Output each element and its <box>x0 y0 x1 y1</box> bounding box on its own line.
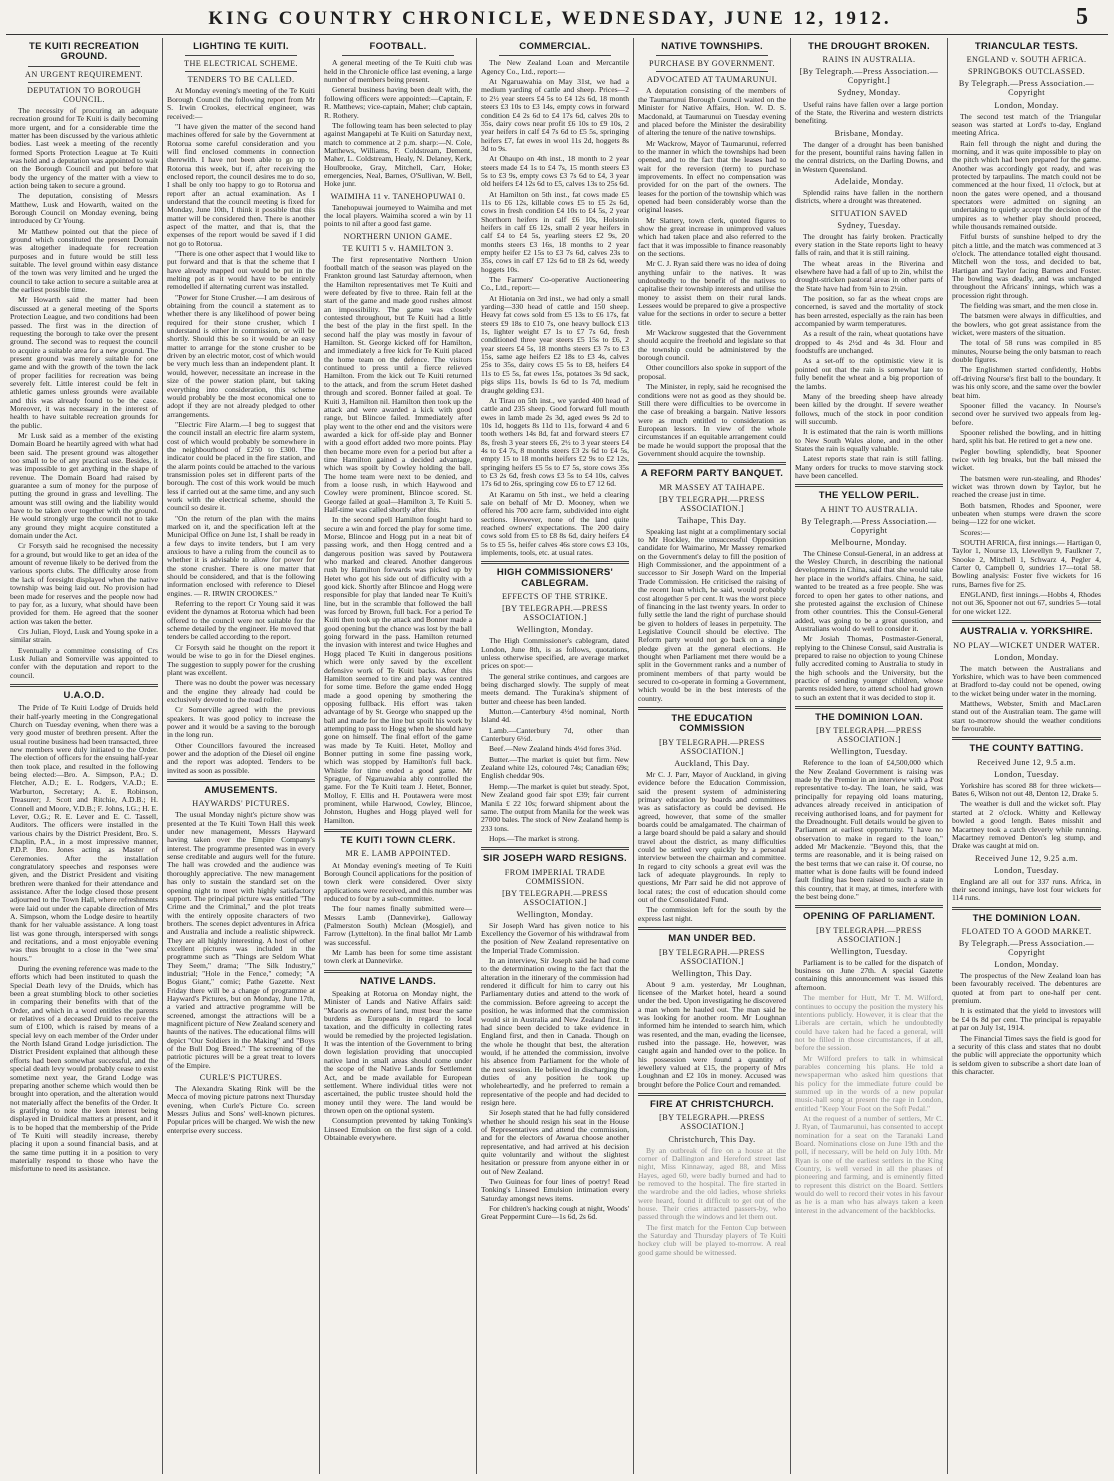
paragraph: Fitful bursts of sunshine helped to dry the pitch a little, and the match was commenced at 3 o'clock. The attendance totalled eight thousand. Mitchell won the toss, and decided to bat, Hartigan and Taylor facing Barnes and Foster. The bowling was deadly, and was unchanged throughout the Africans' innings, which was a procession right through. <box>952 232 1101 300</box>
paragraph: The Pride of Te Kuiti Lodge of Druids held their half-yearly meeting in the Congregational Church on Tuesday evening, when there was a very good muster of brethren present. After the usual routine business had been transacted, three new members were duly initiated to the Order. The election of officers for the ensuing half-year then took place, and resulted in the following being elected:—Bro. A. Simpson, P.A.; D. Fletcher, A.D.; E. L. Rodgers, V.A.D.; E. Warburton, Secretary; A. E. Robinson, Treasurer; J. Scott and Ritchie, A.D.B.; H. Connell and Moore, V.D.B.; F. Johns, I.G.; H. E. Lever, O.G.; R. E. Lever and E. C. Tassell, Auditors. The officers were installed in the various chairs by the District President, Bro. S. Chaplin, P.A., in a most impressive manner, P.D.P. Bro. Jones acting as Master of Ceremonies. After the installation congratulatory speeches and responses were given, and the District President and visiting brethren were thanked for their attendance and assistance. After the lodge closed those present adjourned to the Town Hall, where refreshments were laid out under the capable direction of Mrs A. Simpson, whom the Lodge desire to heartily thank for her valuable assistance. A long toast list was gone through, interspersed with songs and recitations, and a most enjoyable evening was thus brought to a close in the "wee sma' hours." <box>10 703 158 963</box>
headline: THE EDUCATION COMMISSION <box>671 712 753 735</box>
headline: THE DOMINION LOAN. <box>972 912 1081 924</box>
paragraph: The usual Monday night's picture show was presented at the Te Kuiti Town Hall this week under new management, Messrs Hayward having taken over the Empire Company's interest. The programme presented was in every sense creditable and augurs well for the future. The hall was crowded and the audience was thoroughly appreciative. The new management has only to sustain the standard set on the opening night to meet with highly satisfactory support. The principal picture was entitled "The Crime and the Criminal," and the plot treats with the entirely opposite characters of two brothers. The scenes depict adventures in Africa and Australia and include a realistic shipwreck. They are all highly interesting. A host of other excellent pictures was included in the programme such as "Things are Seldom What They Seem," drama; "The Silk Industry," industrial; "Hole in the Fence," comedy; "A Bogus Giant," comic; Pathe Gazette. Next Friday there will be a change of programme at Hayward's Pictures, but on Monday, June 17th, a varied and attractive programme will be screened, amongst the attractions will be a magnificent picture of New Zealand scenery and haunts of the natives. The educational films will depict "Our Soldiers in the Making" and "Boys of the Bull Dog Breed." The screening of the patriotic pictures will be a great treat to lovers of the Empire. <box>167 810 316 1070</box>
subheading: PURCHASE BY GOVERNMENT. <box>649 59 775 69</box>
paragraph: Useful rains have fallen over a large portion of the State, the Riverina and western districts benefiting. <box>795 99 943 126</box>
paragraph: The batsmen were always in difficulties, and the bowlers, who got great assistance from the wicket, were masters of the situation. <box>952 311 1101 338</box>
dateline: Christchurch, This Day. <box>668 1134 756 1144</box>
column-4 <box>477 38 634 1474</box>
dateline: [By Telegraph.—Press Association.—Copyright.] <box>799 67 939 86</box>
newspaper-title: KING COUNTRY CHRONICLE, WEDNESDAY, JUNE 12, 1912. <box>208 8 892 29</box>
paragraph: Mutton.—Canterbury 4½d nominal, North Island 4d. <box>481 707 629 725</box>
dateline: By Telegraph.—Press Association.—Copyright <box>958 939 1095 958</box>
paragraph: There was no doubt the power was necessary and the engine they already had could be exclusively devoted to the road roller. <box>167 678 315 704</box>
headline: THE DROUGHT BROKEN. <box>808 41 930 52</box>
paragraph: "I have given the matter of the second hand machines offered for sale by the Government at Rotorua some careful consideration and you will find enclosed comments in connection therewith. I have not been able to go up to Rotorua this week, but if, after receiving the enclosed report, the council desires me to do so, I shall be only too happy to go to Rotorua and report after an actual examination. As I understand that the council meeting is fixed for Monday, June 10th, I think it possible that this matter will be considered then. There is another aspect of the matter, and that is, that the expenses of the report would be saved if I did not go to Rotorua. <box>167 121 315 248</box>
dateline: [BY TELEGRAPH.—PRESS ASSOCIATION.] <box>502 604 608 623</box>
subheading: TE KUITI 5 v. HAMILTON 3. <box>342 243 454 253</box>
divider <box>28 66 140 67</box>
divider <box>638 1093 786 1096</box>
paragraph: Spooner relished the bowling, and in hitting hard, split his bat. He retired to get a new one. <box>952 427 1101 446</box>
subheading: FLOATED TO A GOOD MARKET. <box>961 927 1092 937</box>
dateline: [BY TELEGRAPH.—PRESS ASSOCIATION.] <box>816 925 922 944</box>
headline: SIR JOSEPH WARD RESIGNS. <box>483 853 627 865</box>
paragraph: The Financial Times says the field is good for a security of this class and states that no doubt the public will appreciate the opportunity which is seldom given to subscribe a short date loan of this character. <box>952 1033 1101 1076</box>
dateline: Wellington, Tuesday. <box>830 747 908 757</box>
paragraph: Sir Joseph stated that he had fully considered whether he should resign his seat in the House of Representatives and attend the commission, and for the electors of Awarua choose another representative, and had arrived at his decision quite voluntarily and without the slightest hesitation or pressure from anyone either in or out of New Zealand. <box>481 1108 629 1176</box>
headline: OPENING OF PARLIAMENT. <box>802 911 936 923</box>
subheading: CURLE'S PICTURES. <box>199 1073 283 1083</box>
subheading: AN URGENT REQUIREMENT. <box>25 69 143 79</box>
paragraph: At Monday evening's meeting of Te Kuiti Borough Council applications for the position of town clerk were considered. Over sixty applications were received, and this number was reduced to four by a sub-committee. <box>324 860 472 903</box>
paragraph: The first match for the Fenton Cup between the Saturday and Thursday players of Te Kuiti hockey club will be played to-morrow. A real good game should be witnessed. <box>638 1222 786 1257</box>
headline: TRIANCULAR TESTS. <box>974 41 1079 52</box>
paragraph: As a result of the rain, wheat quotations have dropped to 4s 2½d and 4s 3d. Flour and foodstuffs are unchanged. <box>795 329 943 356</box>
paragraph: The batsmen were run-stealing, and Rhodes' wicket was thrown down by Taylor, but he reached the crease just in time. <box>952 473 1101 500</box>
headline: FIRE AT CHRISTCHURCH. <box>650 1099 774 1111</box>
paragraph: Scores:— <box>960 527 990 537</box>
dateline: Sydney, Tuesday. <box>837 220 901 230</box>
paragraph: It is estimated that the rain is worth millions to New South Wales alone, and in the other States the rain is equally valuable. <box>795 427 943 453</box>
subheading: A HINT TO AUSTRALIA. <box>820 504 918 514</box>
dateline: [BY TELEGRAPH.—PRESS ASSOCIATION.] <box>659 1113 765 1132</box>
divider <box>656 55 768 56</box>
paragraph: At Hiotania on 3rd inst., we had only a small yarding—330 head of cattle and 150 sheep. Heavy fat cows sold from £5 13s to £6 17s, fat steers £9 18s to £10 7s, one heavy bullock £13 1s, lighter weight £7 1s to £7 7s 6d, fresh conditioned three year steers £5 15s to £6, 2 year steers £4 5s, 18 months steers £3 7s to £3 15s, same age heifers £2 18s to £3 4s, calves 25s to 35s, dairy cows £5 5s to £8, heifers £4 11s to £5 5s, fat ewes 15s, potatoes 3s 9d sack, pigs slips 11s, bowls 1s 6d to 1s 7d, medium draught gelding £31. <box>481 293 629 395</box>
paragraph: Mr Wilford prefers to talk in whimsical parables concerning his plans. He told a newspaperman who asked him questions that his policy for the immediate future could be summed up in the words of a new popular music-hall song at present the rage in London, entitled "Keep Your Foot on the Soft Pedal." <box>795 1053 943 1113</box>
divider <box>638 707 786 710</box>
divider <box>28 82 140 83</box>
divider <box>795 484 943 487</box>
paragraph: Splendid rains have fallen in the northern districts, where a drought was threatened. <box>795 187 943 206</box>
headline: AUSTRALIA v. YORKSHIRE. <box>960 626 1093 638</box>
divider <box>638 927 786 930</box>
paragraph: The Farmers' Co-operative Auctioneering Co., Ltd., report:— <box>481 275 629 293</box>
headline: THE COUNTY BATTING. <box>969 743 1084 755</box>
paragraph: The four names finally submitted were— Messrs Lamb (Dannevirke), Galloway (Palmerston South) Mclean (Mosgiel), and Farrow (Lyttelton). In the final ballot Mr Lamb was successful. <box>324 904 472 947</box>
divider <box>795 706 943 709</box>
dateline: Sydney, Monday. <box>837 88 901 98</box>
paragraph: A general meeting of the Te Kuiti club was held in the Chronicle office last evening, a large number of members being present. <box>324 58 472 85</box>
paragraph: Pegler bowling splendidly, beat Spooner twice with leg breaks, but the ball missed the wicket. <box>952 446 1101 473</box>
divider <box>185 55 297 56</box>
dateline: [BY TELEGRAPH.—PRESS ASSOCIATION.] <box>816 726 922 745</box>
subheading: ADVOCATED AT TAUMARUNUI. <box>646 75 778 85</box>
paragraph: Many of the breeding sheep have already been killed by the drought. If severe weather follows, much of the stock in poor condition will succumb. <box>795 391 943 426</box>
subheading: HAYWARDS' PICTURES. <box>192 799 290 809</box>
paragraph: The Alexandra Skating Rink will be the Mecca of moving picture patrons next Thursday evening, when Curle's Picture Co. screen Messrs Julius and Sons' well-known pictures. Popular prices will be charged. We wish the new enterprise every success. <box>167 1084 315 1135</box>
dateline: Wellington, Tuesday. <box>830 946 908 956</box>
dateline: [BY TELEGRAPH.—PRESS ASSOCIATION.] <box>659 947 765 966</box>
headline: U.A.O.D. <box>63 689 105 701</box>
paragraph: "Electric Fire Alarm.—I beg to suggest that the council install an electric fire alarm system, cost of which would probably be somewhere in the neighbourhood of £250 to £300. The indicator could be placed in the fire station, and the alarm points could be attached to the various transmission poles set in different parts of the borough. The cost of this work would be much less if carried out at the same time, and any such work with the electrical scheme, should the council so desire it. <box>167 419 315 513</box>
paragraph: The position, so far as the wheat crops are concerned, is saved and the mortality of stock has been arrested, especially as the rain has been accompanied by warm temperatures. <box>795 294 943 329</box>
column-2 <box>163 38 320 1474</box>
paragraph: The New Zealand Loan and Mercantile Agency Co., Ltd., report:— <box>481 58 629 76</box>
paragraph: The Englishmen started confidently, Hobbs off-driving Nourse's first ball to the boundary. It was his only score, and the same over the bowler beat him. <box>952 365 1101 400</box>
dateline: [BY TELEGRAPH.—PRESS ASSOCIATION.] <box>659 737 765 756</box>
divider <box>167 779 315 782</box>
headline: A REFORM PARTY BANQUET. <box>640 468 784 480</box>
paragraph: The following team has been selected to play against Mangapehi at Te Kuiti on Saturday next, match to commence at 2 p.m. sharp:—N. Cole, Matthews, Williams, F. Coldstream, Dement, Maher, L. Coldstream, Healy, N. Delaney, Kerk, Houlbrooke, Gray, Mitchell, Carr, Hoke; emergencies, Neal, Barnes, O'Sullivan, W. Bell, Hoke junr. <box>324 120 472 189</box>
dateline: London, Monday. <box>994 100 1059 110</box>
paragraph: The general strike continues, and cargoes are being discharged slowly. The supply of meat meets demand. The Turakina's shipment of butter and cheese has been landed. <box>481 671 629 706</box>
paragraph: Referring to the report Cr Young said it was evident the dynamos at Rotorua which had been offered to the council were not suitable for the scheme detailed by the engineer. He moved that tenders be called according to the report. <box>167 599 315 642</box>
paragraph: Spooner filled the vacancy. In Nourse's second over he survived two appeals from leg-before. <box>952 400 1101 427</box>
headline: AMUSEMENTS. <box>204 784 278 796</box>
subheading: DEPUTATION TO BOROUGH COUNCIL. <box>27 85 141 104</box>
dateline: Adelaide, Monday. <box>834 176 904 186</box>
paragraph: The deputation, consisting of Messrs Matthew, Lusk and Howarth, waited on the Borough Council on Monday evening, being introduced by Cr Young. <box>10 191 158 226</box>
paragraph: England are all out for 337 runs. Africa, in their second innings, have lost four wickets for 114 runs. <box>952 876 1101 903</box>
headline: TE KUITI RECREATION GROUND. <box>28 41 140 63</box>
headline: LIGHTING TE KUITI. <box>193 41 289 52</box>
dateline: London, Monday. <box>994 652 1059 662</box>
paragraph: The necessity of procuring an adequate recreation ground for Te Kuiti is daily becoming more urgent, and for a considerable time the matter has been discussed by the various athletic bodies. Last week a meeting of the recently formed Sports Protection League at Te Kuiti was held and a deputation was appointed to wait on the Borough Council and put before that body the urgency of the matter with a view to action being taken to secure a ground. <box>10 105 158 191</box>
paragraph: Lamb.—Canterbury 7d, other than Canterbury 6½d. <box>481 725 629 744</box>
subheading: MR MASSEY AT TAIHAPE. <box>659 482 765 492</box>
headline: NATIVE TOWNSHIPS. <box>661 41 763 52</box>
paragraph: Mr Josiah Thomas, Postmaster-General, replying to the Chinese Consul, said Australia is prepared to raise no objection to young Chinese fully accredited coming to Australia to study in the high schools and the University, but the practice of sending younger children, whose parents resided here, to attend school had grown to such an extent that it was decided to stop it. <box>795 634 943 702</box>
paragraph: Speaking at Rotorua on Monday night, the Minister of Lands and Native Affairs said: "Maoris as owners of land, must bear the same burdens as Europeans in regard to local taxation, and the difficulty in collecting rates would be remedied by the projected legislation. It was the intention of the Government to bring down legislation providing that unoccupied native land in small areas should come under the scope of the Native Lands for Settlement Act, and be made available for European settlement. Where individual titles were not ascertained, the public trustee should hold the money until they were. The land would be thrown open on the optional system. <box>324 989 472 1115</box>
paragraph: "There is one other aspect that I would like to put forward and that is that the scheme that I have already mapped out would be put in the melting pot as it would have to be entirely remodelled if alternating current was installed. <box>167 249 315 292</box>
headline: MAN UNDER BED. <box>668 933 756 945</box>
paragraph: For children's hacking cough at night, Woods' Great Peppermint Cure—1s 6d, 2s 6d. <box>481 1204 629 1222</box>
paragraph: Mr Matthew pointed out that the piece of ground which constituted the present Domain was altogether inadequate for recreation purposes and in future would be still less suitable. The level ground within easy distance of the town was very limited and he urged the council to take action to secure a suitable area at the earliest possible time. <box>10 226 158 295</box>
subheading: TENDERS TO BE CALLED. <box>187 75 295 85</box>
paragraph: The total of 58 runs was compiled in 85 minutes, Nourse being the only batsman to reach double figures. <box>952 338 1101 365</box>
paragraph: Consumption prevented by taking Tonking's Linseed Emulsion on the first sign of a cold. Obtainable everywhere. <box>324 1116 472 1142</box>
column-5 <box>634 38 791 1474</box>
subheading: EFFECTS OF THE STRIKE. <box>501 592 608 602</box>
paragraph: Speaking last night at a complimentary social to Mr Hockley, the unsuccessful Opposition candidate for Waimarino, Mr Massey remarked on the Government's delay to fill the position of High Commissioner, and the appointment of a successor to Sir Joseph Ward on the Imperial Trade Commission. He criticised the raising of the recent loan which, he said, would probably cost altogether 5 per cent. It was the worst piece of financing in the last twenty years. In order to fully settle the land the right of purchase should be given to holders of leases in perpetuity. The Legislative Council should be elective. The Reform party would not go back on a single pledge given at the general elections. He thought when Parliament met there would be a split in the Government ranks and a number of prominent members of that party would be secured to co-operate in forming a Government, which would be in the best interests of the country. <box>638 526 786 703</box>
paragraph: Mr Lusk said as a member of the existing Domain Board he heartily agreed with what had been said. The present ground was altogether too small to be of any practical use. Besides, it was impossible to get anything in the shape of revenue. The Domain Board had raised by guarantee a sum of money for the purpose of putting the ground in grass and levelling. The amount was still owing and the liability would have to be taken over together with the ground. He would strongly urge the council not to take any ground they might acquire constituted a domain under the Act. <box>10 430 158 541</box>
dateline: Wellington, This Day. <box>671 968 753 978</box>
page-number: 5 <box>1076 4 1088 30</box>
subheading: MR E. LAMB APPOINTED. <box>345 849 451 859</box>
dateline: Taihape, This Day. <box>677 515 747 525</box>
paragraph: The fielding was smart, and the men close in. <box>960 301 1098 311</box>
paragraph: The match between the Australians and Yorkshire, which was to have been commenced at Bradford to-day could not be opened, owing to the wicket being under water in the morning. <box>952 663 1101 698</box>
dateline: [BY TELEGRAPH.—PRESS ASSOCIATION.] <box>659 494 765 513</box>
dateline: London, Tuesday. <box>994 769 1059 779</box>
headline: TE KUITI TOWN CLERK. <box>340 835 456 847</box>
dateline: Auckland, This Day. <box>674 758 750 768</box>
paragraph: A deputation consisting of the members of the Taumarunui Borough Council waited on the Minister for Native Affairs, Hon. W. D. S. Macdonald, at Taumarunui on Tuesday evening and placed before the Minister the desirability of altering the tenure of the native townships. <box>638 86 786 138</box>
paragraph: "On the return of the plan with the mains marked on it, and the specification left at the Municipal Office on June 1st, I shall be ready in a few days to invite tenders, but I am very anxious to have a ruling from the council as to whether it is advisable to allow for power for the stone crusher. There is one matter that should be considered, and that is the following information enclosed with reference to Diesel engines. — R. IRWIN CROOKES." <box>167 513 315 598</box>
paragraph: Cr Forsyth said he recognised the necessity for a ground, but would like to get an idea of the amount of revenue likely to be derived from the various sports clubs. The difficulty arose from the lack of foresight displayed when the native township was being laid out. No provision had been made for reserves and the people now had to pay for, as a luxury, what should have been provided for them. He agreed that the sooner action was taken the better. <box>10 541 158 626</box>
divider <box>638 462 786 465</box>
divider <box>342 55 454 56</box>
headline: HIGH COMMISSIONERS' CABLEGRAM. <box>496 567 614 589</box>
dateline: Wellington, Monday. <box>516 909 594 919</box>
divider <box>185 71 297 72</box>
paragraph: Beef.—New Zealand hinds 4½d fores 3¾d. <box>489 744 622 754</box>
paragraph: General business having been dealt with, the following officers were appointed:—Captain, F. R. Matthews; vice-captain, Maher; club captain, R. Rothery. <box>324 85 472 120</box>
paragraph: Cr Forsyth said he thought on the report it would be wise to go in for the Diesel engines. The suggestion to supply power for the crushing plant was excellent. <box>167 642 315 677</box>
paragraph: Crs Julian, Floyd, Lusk and Young spoke in a similar strain. <box>10 626 158 645</box>
divider <box>656 71 768 72</box>
subheading: RAINS IN AUSTRALIA. <box>822 55 916 65</box>
paragraph: Two Guineas for four lines of poetry! Read Tonking's Linseed Emulsion intimation every Saturday amongst news items. <box>481 1177 629 1203</box>
paragraph: At Monday evening's meeting of the Te Kuiti Borough Council the following report from Mr S. Irwin Crookes, electrical engineer, was received:— <box>167 86 315 121</box>
dateline: [BY TELEGRAPH.—PRESS ASSOCIATION.] <box>502 888 608 907</box>
paragraph: Latest reports state that rain is still falling. Many orders for trucks to move starving stock have been cancelled. <box>795 454 943 480</box>
paragraph: Eventually a committee consisting of Crs Lusk Julian and Somerville was appointed to confer with the deputation and report to the council. <box>10 645 158 680</box>
headline: FOOTBALL. <box>369 41 427 52</box>
paragraph: Mr Wackrow suggested that the Government should acquire the freehold and legislate so that the township could be administered by the borough council. <box>638 328 786 363</box>
column-3 <box>320 38 477 1474</box>
divider <box>952 737 1101 740</box>
paragraph: Mr Slattery, town clerk, quoted figures to show the great increase in unimproved values which had taken place and also referred to the fact that it was impossible to finance reasonably on the sections. <box>638 215 786 258</box>
paragraph: The Chinese Consul-General, in an address at the Wesley Church, in describing the national developments in China, said that she would take her place in the world's affairs. China, he said, wanted to be treated as a free people. She was forced to open her gates to other nations, and she protested against the exclusion of Chinese from other countries. This the Consul-General added, was going to be a great question, and Australians would do well to consider it. <box>795 548 943 633</box>
paragraph: The weather is dull and the wicket soft. Play started at 2 o'clock. Whitty and Kelleway bowled a good length. Bates misshit and Macartney took a catch cleverly while running. Macartney removed Denton's leg stump, and Drake was caught at mid on. <box>952 799 1101 851</box>
column-7 <box>948 38 1105 1474</box>
paragraph: At Hamilton on 5th inst., fat cows made £5 11s to £6 12s, killable cows £5 to £5 2s 6d, cows in fresh condition £4 10s to £4 5s, 2 year Shorthorn heifers in calf £6 10s, Holstein heifers in calf £6 12s, small 2 year heifers in calf £4 to £4 5s, yearling steers £2 9s, 20 months steers £3 16s, 18 months to 2 year empty heifer £2 15s to £3 7s 6d, calves 23s to 35s, cows in calf £7 12s 6d to £8 2s 6d, weedy hoggets 10s. <box>481 189 629 274</box>
column-6 <box>791 38 948 1474</box>
paragraph: Butter.—The market is quiet but firm. New Zealand white 12s, coloured 74s; Canadian 69s; English cheddar 90s. <box>481 754 629 781</box>
dateline: Melbourne, Monday. <box>830 537 908 547</box>
masthead-rule <box>6 34 1108 35</box>
headline: NATIVE LANDS. <box>359 975 437 987</box>
paragraph: Rain fell through the night and during the morning, and it was quite impossible to play on the pitch which had been prepared for the game. Another was accordingly got ready, and was protected by tarpaulins. The match could not be commenced at the hour fixed, 11 o'clock, but at noon the gates were opened, and a thousand spectators were admitted on signing an undertaking to quietly accept the decision of the umpires as to whether play should proceed, while thousands remained outside. <box>952 138 1101 231</box>
subheading: THE ELECTRICAL SCHEME. <box>184 59 298 69</box>
paragraph: In an interview, Sir Joseph said he had come to the determination owing to the fact that the alteration in the itinerary of the commission had rendered it difficult for him to carry out his Parliamentary duties and attend to the work of the commission. Before agreeing to accept the position, he was informed that the commission would sit in Australia and New Zealand first. It had since been decided to take evidence in England first, and then in Canada. Though on the whole he thought that best, the alteration would, if he attended the commission, involve his absence from Parliament for the whole of the next session. He believed in discharging the duties of any position he took up wholeheartedly, and he preferred to remain a representative of the people and had decided to resign here. <box>481 956 629 1107</box>
paragraph: The first representative Northern Union football match of the season was played on the Frankton ground last Saturday afternoon, when the Hamilton representatives met Te Kuiti and were defeated by five to three. Rain fell at the start of the game and made good rushes almost an impossibility. The game was closely contested throughout, but Te Kuiti had a little the best of the play in the first spell. In the second half the play was mostly in favour of Hamilton. St. George kicked off for Hamilton, and immediately a free kick for Te Kuiti placed the home team on the defence. The visitors continued to press until a fierce relieved Hamilton. From the kick out Te Kuiti returned to the attack, and from the scrum Hetet dashed through and scored. Bonner failed at goal. Te Kuiti 3, Hamilton nil. Hamilton then took up the attack and were awarded a kick with good range, but Blincoe failed. Immediately after play went to the other end and the visitors were awarded a kick for off-side play and Bonner with a good effort added two more points. Play then became more even for a period but after a time Hamilton gained a decided advantage, which was spoilt by Cowley holding the ball. The home team were next to be denied, and from a loose rush, in which Haywood and Cowley were prominent, Blincoe scored. St. George failed at goal—Hamilton 3, Te Kuiti 5. Half-time was called shortly after this. <box>324 254 472 514</box>
paragraph: The second test match of the Triangular season was started at Lord's to-day, England meeting Africa. <box>952 111 1101 138</box>
paragraph: Parliament is to be called for the dispatch of business on June 27th. A special Gazette containing this announcement was issued this afternoon. <box>795 957 943 992</box>
paragraph: Sir Joseph Ward has given notice to his Excellency the Governor of his withdrawal from the position of New Zealand representative on the Imperial Trade Commission. <box>481 920 629 955</box>
paragraph: Mr Wackrow, Mayor of Taumarunui, referred to the manner in which the townships had been opened, and to the fact that the leases had to wait for the reversion (term) to purchase improvements. In effect no compensation was provided for on the part of the owners. The leases for the portion of the township which was opened had been considerably worse than the original leases. <box>638 138 786 215</box>
divider <box>481 561 629 564</box>
paragraph: Mr C. J. Parr, Mayor of Auckland, in giving evidence before the Education Commission, said the present system of administering primary education by boards and committees was as satisfactory as could be devised. He agreed, however, that some of the smaller boards could be amalgamated. The chairman of a large board should be paid a salary and should travel about the district, as many difficulties could be settled very quickly by a personal interview between the chairman and committee. In regard to city schools a great evil was the lack of adequate playgrounds. In reply to questions, Mr Parr said he did not approve of local rates; the cost of education should come out of the Consolidated Fund. <box>638 769 786 905</box>
divider <box>324 829 472 832</box>
paragraph: About 9 a.m. yesterday, Mr Loughnan, licensee of the Market hotel, heard a sound under the bed. Upon investigating he discovered a man whom he hauled out. The man said he was looking for another room. Mr Loughnan informed him he intended to search him, which was resented, and the man, evading the licensee, rushed into the passage. He, however, was caught again and handed over to the police. In his possession were found a quantity of jewellery valued at £15, the property of Mrs Loughnan and £2 10s in money. Accused was brought before the Police Court and remanded. <box>638 979 786 1089</box>
divider <box>481 847 629 850</box>
paragraph: Reference to the loan of £4,500,000 which the New Zealand Government is raising was made by the Premier in an interview with a Post representative to-day. The loan, he said, was principally for repaying old loans maturing, advances already received in anticipation of receiving authorised loans, and for payment for the Dreadnought. Full details would be given to Parliament at earliest opportunity. "I have no observation to make in regard to the loan," added Mr Mackenzie. "Beyond this, that the terms are reasonable, and it is being raised on the best terms that we can raise it. Of course, no matter what is done faults will be found indeed fault finding has been raised to such a state in this country, that it may, at times, interfere with the best being done." <box>795 758 943 901</box>
paragraph: During the evening reference was made to the efforts which had been instituted to quash the Special Death levy of the Druids, which has been a great stumbling block to other societies in comparing their benefits with that of the Order, and which in a word entitles the parents or relatives of a deceased Druid to receive the sum of £100, which is raised by means of a special levy on each member of the Order under the North Island Grand Lodge jurisdiction. The District President explained that although these efforts had been somewhat successful, and the special death levy would probably cease to exist sometime next year, the Grand Lodge was preparing another scheme which would then be brought into operation, and the alteration would not materially affect the benefits of the Order. It is gratifying to note the keen interest being displayed in Druidical matters at present, and it is to be hoped that the membership of the Pride of Te Kuiti will steadily increase, thereby placing it upon a sound financial basis, and at the same time putting it in a position to very materially respond to those who have the misfortune to need its assistance. <box>10 964 158 1174</box>
paragraph: Both batsmen, Rhodes and Spooner, were unbeaten when stumps were drawn the score being—122 for one wicket. <box>952 500 1101 527</box>
dateline: London, Tuesday. <box>994 865 1059 875</box>
divider <box>499 55 611 56</box>
paragraph: It is estimated that the yield to investors will be £4 0s 8d per cent. The principal is repayable at par on July 1st, 1914. <box>952 1006 1101 1033</box>
dateline: Wellington, Monday. <box>516 625 594 635</box>
paragraph: SOUTH AFRICA, first innings.— Hartigan 0, Taylor 1, Nourse 13, Llewellyn 9, Faulkner 7, Snooke 2, Mitchell 1, Schwarz 4, Pegler 4, Carter 0, Campbell 0, sundries 17—total 58. Bowling analysis: Foster five wickets for 16 runs, Barnes five for 25. <box>952 538 1101 589</box>
divider <box>10 684 158 687</box>
paragraph: Tanehopuwai journeyed to Waimiha and met the local players. Waimiha scored a win by 11 points to nil after a good fast game. <box>324 202 472 229</box>
paragraph: Mr C. J. Ryan said there was no idea of doing anything unfair to the natives. It was undoubtedly to the benefit of the natives to capitalise their township interests and utilise the money to assist them on their rural lands. Lessees would be prepared to give a prospective value for the sections in order to secure a better title. <box>638 259 786 327</box>
paragraph: The drought has fairly broken. Practically every station in the State reports light to heavy falls of rain, and that it is still raining. <box>795 231 943 258</box>
dateline: Received June 12, 9.5 a.m. <box>977 757 1076 767</box>
subheading: WAIMIHA 11 v. TANEHOPUWAI 0. <box>330 191 466 201</box>
paragraph: The commission left for the south by the express last night. <box>638 905 786 923</box>
headline: THE YELLOW PERIL. <box>818 490 920 502</box>
paragraph: Other councillors also spoke in support of the proposal. <box>638 363 786 381</box>
paragraph: Mr Howarth said the matter had been discussed at a general meeting of the Sports Protection League, and two conditions had been passed. The first was in the direction of requesting the borough to take over the present ground. The second was to request the council to acquire a suitable area for a new ground. The present ground was merely suitable for one game and with the growth of the town the lack of proper facilities for recreation was being severely felt. Little interest could be felt in athletic games unless grounds were available and this was already found to be the case. Moreover, it was necessary in the interest of health to have suitable recreation grounds for the public. <box>10 295 158 430</box>
divider <box>952 907 1101 910</box>
divider <box>795 905 943 908</box>
column-1 <box>6 38 163 1474</box>
paragraph: The High Commissioner's cablegram, dated London, June 8th, is as follows, quotations, unless otherwise specified, are average market prices on spot:— <box>481 636 629 671</box>
paragraph: At the request of a number of settlers, Mr C. J. Ryan, of Taumarunui, has consented to accept nomination for a seat on the Taranaki Land Board. Nominations close on June 19th and the poll, if necessary, will be held on July 10th. Mr Ryan is one of the earliest settlers in the King Country, is well versed in all the phases of pioneering and farming, and is eminently fitted to represent this district on the Board. Settlers would do well to record their votes in his favour as he is a man who has always taken a keen interest in the advancement of the backblocks. <box>795 1113 943 1215</box>
headline: THE DOMINION LOAN. <box>815 711 923 723</box>
paragraph: Hemp.—The market is quiet but steady. Spot, New Zealand good fair spot £39; fair current Manila £ 22 10s; forward shipment about the same. The output from Manila for the week was 27000 bales. The stock of New Zealand hemp is 233 tons. <box>481 781 629 833</box>
paragraph: Matthews, Webster, Smith and MacLaren stand out of the Australian team. The game will start to-morrow should the weather conditions be favourable. <box>952 698 1101 733</box>
divider <box>324 970 472 973</box>
paragraph: Cr Somerville agreed with the previous speakers. It was good policy to increase the power and it would be a saving to the borough in the long run. <box>167 705 315 740</box>
paragraph: At Ngaruawahia on May 31st, we had a medium yarding of cattle and sheep. Prices—2 to 2½ year steers £4 5s to £4 12s 6d, 18 month steers £3 10s to £3 14s, empty cows in forward condition £4 2s 6d to £4 17s 6d, calves 20s to 35s, dairy cows near profit £6 10s to £9 10s, 2 year heifers in calf £4 7s 6d to £5 5s, springing heifers £7, fat ewes in wool 11s 2d, hoggets 8s 3d to 9s. <box>481 77 629 153</box>
paragraph: At Ohaupo on 4th inst., 18 month to 2 year steers made £4 1s to £4 7s, 15 month steers £3 5s to £3 9s, empty cows £3 7s 6d to £4, 3 year old heifers £4 12s 6d to £5, calves 13s to 25s 6d. <box>481 154 629 189</box>
paragraph: The prospectus of the New Zealand loan has been favourably received. The debentures are quoted at from part to one-half per cent. premium. <box>952 971 1101 1006</box>
paragraph: "Power for Stone Crusher.—I am desirous of obtaining from the council a statement as to whether there is any likelihood of power being required for their stone crusher, which I understand is either in commission, or will be shortly. Should this be so it would be an easy matter to arrange for the stone crusher to be driven by an electric motor, cost of which would be very much less than an independent plant. It would, however, necessitate an increase in the size of the power station plant, but taking everything into consideration, this scheme would probably be the most economical one to adopt if they are not already pledged to other arrangements. <box>167 292 315 419</box>
subheading: ENGLAND v. SOUTH AFRICA. <box>966 55 1087 65</box>
headline: COMMERCIAL. <box>519 41 591 52</box>
paragraph: The Minister, in reply, said he recognised the conditions were not as good as they should be. Still there were difficulties to be overcome in the case of breaking a bargain. Native lessors were as much entitled to consideration as European lessors. In view of the whole circumstances if an equitable arrangement could be made he would support the proposal that the Government should acquire the township. <box>638 382 786 458</box>
paragraph: Yorkshire has scored 88 for three wickets—Bates 6, Wilson not out 48, Denton 12, Drake 5. <box>952 780 1101 799</box>
subheading: SPRINGBOKS OUTCLASSED. <box>967 67 1086 77</box>
paragraph: Mr Lamb has been for some time assistant town clerk at Dannevirke. <box>324 947 472 966</box>
paragraph: ENGLAND, first innings.—Hobbs 4, Rhodes not out 36, Spooner not out 67, sundries 5—total for one wicket 122. <box>952 590 1101 616</box>
paragraph: Hops.—The market is strong. <box>489 833 580 843</box>
dateline: By Telegraph.—Press Association.—Copyright <box>801 516 937 535</box>
dateline: By Telegraph.—Press Association.—Copyright <box>958 79 1095 98</box>
paragraph: Other Councillors favoured the increased power and the adoption of the Diesel oil engine and the report was adopted. Tenders to be invited as soon as possible. <box>167 740 315 775</box>
divider <box>952 620 1101 623</box>
columns <box>6 38 1108 1474</box>
paragraph: By an outbreak of fire on a house at the corner of Dallington and Hereford street last night, Miss Kinnaway, aged 88, and Miss Hayes, aged 60, were badly burned and had to be removed to the hospital. The fire started in the wardrobe and the old ladies, whose shrieks were heard, found it difficult to get out of the house. Their cries attracted passers-by, who passed through the windows and let them out. <box>638 1145 786 1222</box>
paragraph: The member for Hutt, Mr T. M. Wilford, continues to occupy the position the mystery his intentions publicly. However, it is clear that the Liberals are certain, which he undoubtedly could have taken had he faced a general, will not be filled in those circumstances, if at all, before the session. <box>795 993 943 1053</box>
dateline: Brisbane, Monday. <box>834 128 904 138</box>
subheading: NO PLAY—WICKET UNDER WATER. <box>953 640 1100 650</box>
subheading: SITUATION SAVED <box>830 208 908 218</box>
subheading: NORTHERN UNION GAME. <box>343 231 453 241</box>
paragraph: As a set-off to the optimistic view it is pointed out that the rain is somewhat late to fully benefit the wheat and a big proportion of the lambs. <box>795 356 943 391</box>
paragraph: The danger of a drought has been banished for the present, bountiful rains having fallen in the central districts, on the Darling Downs, and in Western Queensland. <box>795 139 943 174</box>
dateline: London, Monday. <box>994 960 1059 970</box>
paragraph: The wheat areas in the Riverina and elsewhere have had a fall of up to 2in, whilst the drought-stricken pastoral areas in other parts of the State have had from ¾in to 2½in. <box>795 258 943 293</box>
paragraph: At Tirau on 5th inst., we yarded 400 head of cattle and 235 sheep. Good forward full mouth ewes in lamb made 2s 3d, aged ewes 9s 2d to 10s 1d, hoggets 8s 11d to 11s, forward 4 and 6 tooth wethers 14s 8d, fat and forward steers £7 8s, fresh 3 year steers £6, 2½ to 3 year steers £4 4s to £4 7s, 8 months steers £3 2s 6d to £4 5s, empty 15 to 18 months heifers £2 9s to £2 12s, springing heifers £5 5s to £7 5s, store cows 35s to £3 2s 6d, fresh cows £3 5s to £4 10s, calves 17s 6d to 26s, springing cow £6 to £7 12 6d. <box>481 395 629 489</box>
dateline: Received June 12, 9.25 a.m. <box>974 853 1079 863</box>
masthead <box>0 0 1114 38</box>
subheading: FROM IMPERIAL TRADE COMMISSION. <box>504 867 606 886</box>
paragraph: In the second spell Hamilton fought hard to secure a win and forced the play for some time. Morse, Blincoe and Hogg put in a neat bit of passing work, and then Hogg centred and a dangerous position was saved by Poutawera who marked and cleared. Another dangerous rush by Hamilton forwards was picked up by Hetet who got his side out of difficulty with a good kick. Shortly after Blincoe and Hogg were responsible for play that landed near Te Kuiti's line, but in the scramble that followed the ball was forced by Brown, full back. For a period Te Kuiti then took up the attack and Bonner made a good opening but the chance was lost by the ball going forward in the pass. Hamilton returned the invasion with interest and twice Hughes and Hogg placed Te Kuiti in dangerous positions which were only saved by the excellent defensive work of Te Kuiti backs. After this Hamilton seemed to tire and play was centred for some time. Before the game ended Hogg made a good opening by smothering the opposing fullback. His effort was taken advantage of by St. George who snapped up the ball and made for the line but spoilt his work by attempting to pass to Hogg when he should have gone on himself. The final effort of the game was made by Te Kuiti. Hetet, Molloy and Bonner putting in some fine passing work, which was stopped by Hamilton's full back. Whistle for time ended a good game. Mr Sprague, of Ngaruawahia ably controlled the game. For the Te Kuiti team J. Hetet, Bonner, Molloy, F. Ellis and H. Poutawera were most prominent, while Harwood, Cowley, Blincoe, Johnston, Hughes and Hogg played well for Hamilton. <box>324 515 472 825</box>
paragraph: At Karamu on 5th inst., we held a clearing sale on behalf of Mr D. Mooney, when we offered his 700 acre farm, subdivided into eight sections. However, none of the land quite reached owners' expectations. The 200 dairy cows sold from £5 to £8 8s 6d, dairy heifers £4 5s to £5 5s, heifer calves 46s store cows £3 10s, implements, tools, etc. at usual rates. <box>481 489 629 558</box>
